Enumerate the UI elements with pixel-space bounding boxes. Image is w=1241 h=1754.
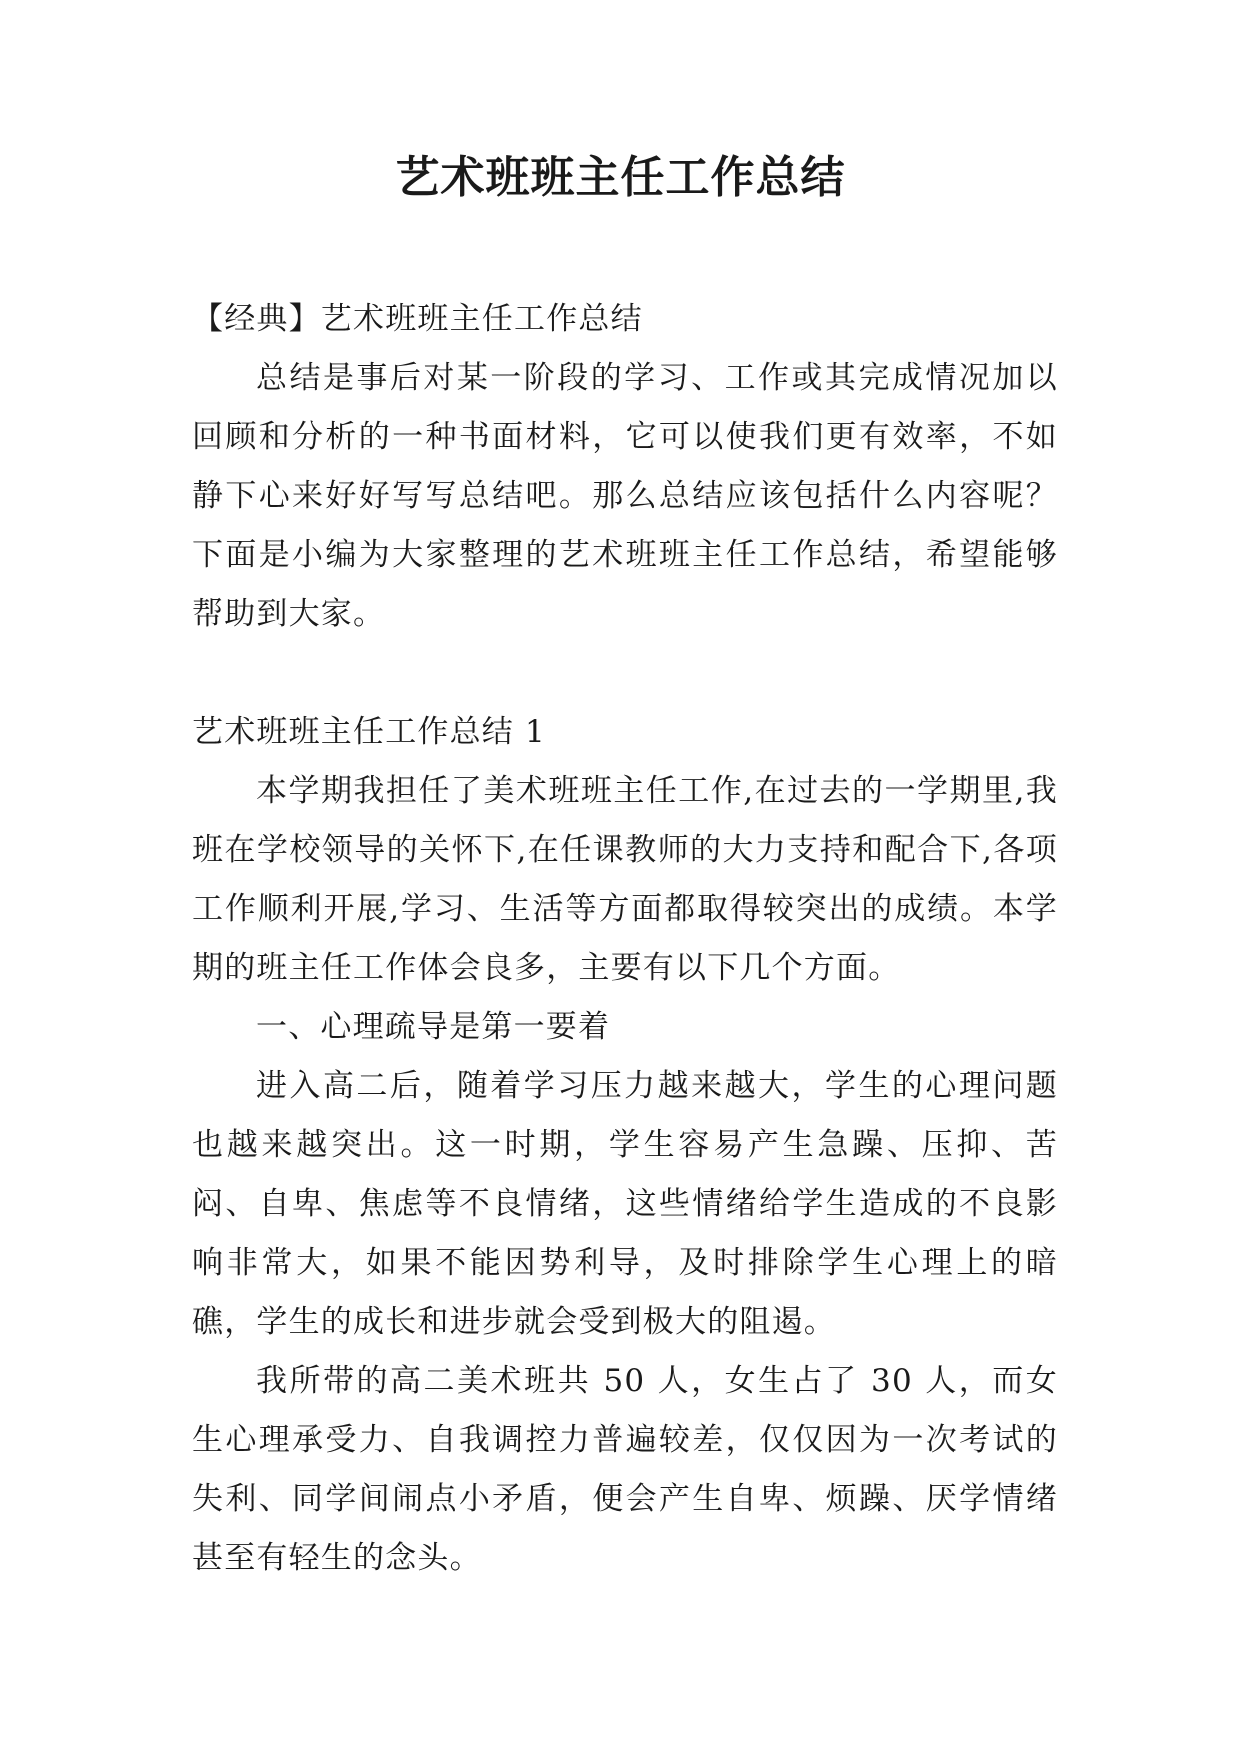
body-paragraph: 我所带的高二美术班共 50 人，女生占了 30 人，而女生心理承受力、自我调控力普遍较差，仅仅因为一次考试的失利、同学间闹点小矛盾，便会产生自卑、烦躁、厌学情绪甚至有轻生的念头。: [192, 1363, 1058, 1576]
paragraph-gap: [192, 644, 1058, 703]
document-body: [192, 290, 1058, 1588]
body-paragraph: 本学期我担任了美术班班主任工作,在过去的一学期里,我班在学校领导的关怀下,在任课教师的大力支持和配合下,各项工作顺利开展,学习、生活等方面都取得较突出的成绩。本学期的班主任工作体会良多，主要有以下几个方面。: [192, 773, 1058, 986]
body-paragraph: 进入高二后，随着学习压力越来越大，学生的心理问题也越来越突出。这一时期，学生容易产生急躁、压抑、苦闷、自卑、焦虑等不良情绪，这些情绪给学生造成的不良影响非常大，如果不能因势利导，及时排除学生心理上的暗礁，学生的成长和进步就会受到极大的阻遏。: [192, 1068, 1058, 1340]
section-heading: 艺术班班主任工作总结 1: [192, 714, 546, 750]
document-title: 艺术班班主任工作总结: [395, 152, 846, 203]
document-subtitle: 【经典】艺术班班主任工作总结: [192, 301, 643, 337]
subsection-heading: 一、心理疏导是第一要着: [256, 1009, 611, 1045]
intro-paragraph: 总结是事后对某一阶段的学习、工作或其完成情况加以回顾和分析的一种书面材料，它可以使我们更有效率，不如静下心来好好写写总结吧。那么总结应该包括什么内容呢？下面是小编为大家整理的艺术班班主任工作总结，希望能够帮助到大家。: [192, 360, 1058, 632]
